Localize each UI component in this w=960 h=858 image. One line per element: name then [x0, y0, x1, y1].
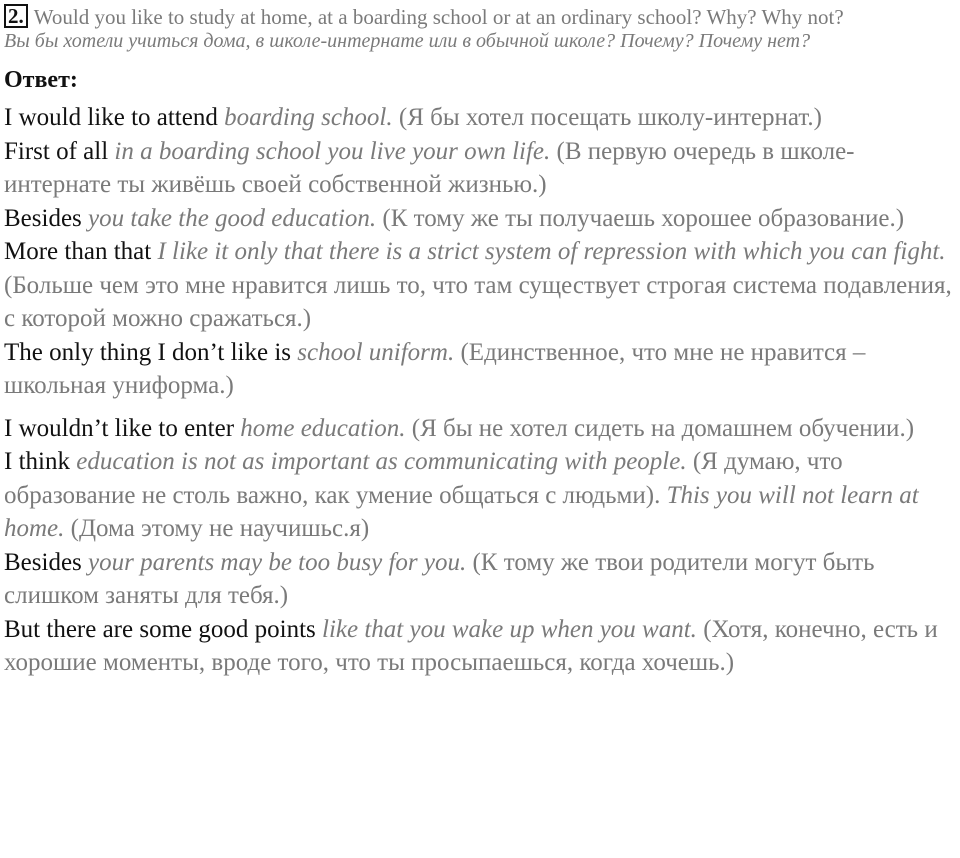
answer-sentence-8 — [4, 546, 954, 613]
task-number-badge: 2. — [4, 4, 28, 28]
sentence-lead: I think — [4, 448, 70, 475]
answer-sentence-1 — [4, 101, 954, 135]
answer-label: Ответ: — [4, 67, 78, 93]
sentence-translation: (К тому же твои родители могут быть слишком заняты для тебя.) — [4, 548, 875, 609]
sentence-italic: I like it only that there is a strict system of repression with which you can fight. — [157, 238, 946, 265]
answer-sentence-6 — [4, 412, 954, 446]
sentence-translation: (К тому же ты получаешь хорошее образование.) — [382, 204, 905, 232]
sentence-translation: (Я бы не хотел сидеть на домашнем обучении.) — [411, 414, 915, 442]
answer-sentence-5 — [4, 336, 954, 403]
task-question-english-text: Would you like to study at home, at a boarding school or at an ordinary school? Why? Why not? — [33, 5, 844, 29]
sentence-italic: school uniform. — [297, 338, 455, 366]
answer-sentence-7 — [4, 445, 954, 546]
task-question-english — [4, 4, 954, 29]
sentence-lead: I wouldn’t like to enter — [4, 414, 235, 442]
sentence-translation: (Больше чем это мне нравится лишь то, что там существует строгая система подавления, с которой можно сражаться.) — [4, 271, 952, 332]
sentence-italic-second: This you will not learn at home. — [4, 481, 919, 542]
sentence-italic: like that you wake up when you want. — [322, 615, 697, 643]
sentence-italic: you take the good education. — [88, 204, 377, 232]
sentence-lead: The only thing I don’t like is — [4, 338, 292, 366]
sentence-lead: But there are some good points — [4, 615, 316, 643]
sentence-italic: your parents may be too busy for you. — [88, 548, 467, 576]
sentence-lead: More than that — [4, 238, 152, 265]
sentence-lead: Besides — [4, 204, 82, 232]
sentence-italic: home education. — [240, 414, 406, 442]
answer-sentence-4 — [4, 235, 954, 336]
task-question-russian: Вы бы хотели учиться дома, в школе-интернате или в обычной школе? Почему? Почему нет? — [4, 30, 811, 52]
sentence-translation: (Хотя, конечно, есть и хорошие моменты, вроде того, что ты просыпаешься, когда хочешь.) — [4, 615, 938, 676]
sentence-translation-second: (Дома этому не научишьс.я) — [70, 515, 370, 542]
sentence-translation: (Я думаю, что образование не столь важно, как умение общаться с людьми). — [4, 448, 843, 509]
answer-sentence-2 — [4, 135, 954, 202]
answer-sentence-9 — [4, 613, 954, 680]
sentence-italic: in a boarding school you live your own life. — [114, 137, 551, 165]
sentence-italic: boarding school. — [224, 104, 393, 131]
answer-sentence-3 — [4, 202, 954, 236]
sentence-translation: (Я бы хотел посещать школу-интернат.) — [398, 104, 822, 131]
sentence-translation: (Единственное, что мне не нравится – школьная униформа.) — [4, 338, 866, 399]
sentence-lead: I would like to attend — [4, 104, 218, 131]
sentence-italic: education is not as important as communicating with people. — [76, 448, 687, 475]
sentence-translation: (В первую очередь в школе-интернате ты живёшь своей собственной жизнью.) — [4, 137, 855, 198]
sentence-lead: Besides — [4, 548, 82, 576]
sentence-lead: First of all — [4, 137, 109, 165]
